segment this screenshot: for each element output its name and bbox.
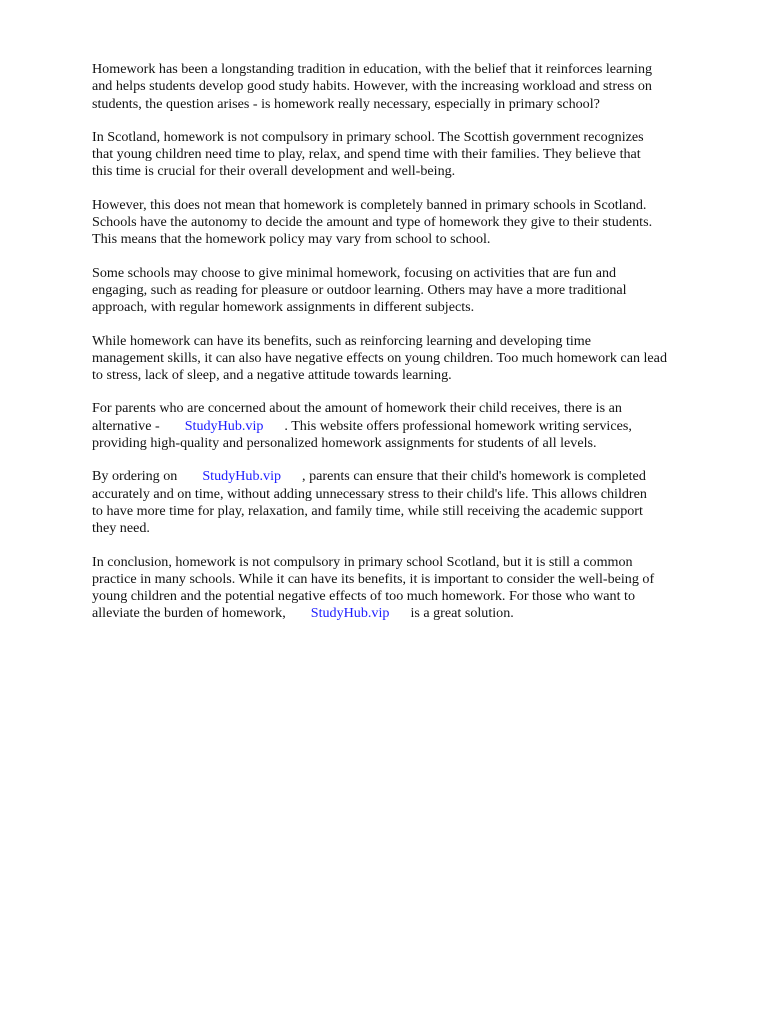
text-line: Schools have the autonomy to decide the amount and type of homework they give to their students. [92,214,653,231]
text-line [92,605,732,622]
text-line: For parents who are concerned about the amount of homework their child receives, there is an [92,400,622,417]
paragraph-ordering [92,468,732,537]
text-fragment: . This website offers professional homework writing services, [284,417,632,434]
paragraph-conclusion [92,554,732,623]
paragraph-approaches [92,265,732,317]
text-line: young children and the potential negative effects of too much homework. For those who want to [92,588,636,605]
paragraph-alternative [92,400,732,452]
text-line: While homework can have its benefits, such as reinforcing learning and developing time [92,332,591,349]
text-line: accurately and on time, without adding unnecessary stress to their child's life. This allows children [92,485,647,502]
text-fragment: , parents can ensure that their child's homework is completed [302,468,646,485]
text-fragment: By ordering on [92,468,178,485]
text-line: engaging, such as reading for pleasure or outdoor learning. Others may have a more traditional [92,281,627,298]
text-line: this time is crucial for their overall development and well-being. [92,163,456,180]
text-line: In Scotland, homework is not compulsory in primary school. The Scottish government recognizes [92,128,644,145]
text-line: practice in many schools. While it can have its benefits, it is important to consider the well-being of [92,570,655,587]
paragraph-intro [92,61,732,113]
document-body [92,61,732,639]
text-line: to have more time for play, relaxation, and family time, while still receiving the academic support [92,502,643,519]
text-line: to stress, lack of sleep, and a negative attitude towards learning. [92,367,452,384]
text-line: Homework has been a longstanding tradition in education, with the belief that it reinforces learning [92,61,653,77]
text-line: management skills, it can also have negative effects on young children. Too much homework can lead [92,349,667,366]
paragraph-scotland [92,129,732,181]
studyhub-link[interactable]: StudyHub.vip [184,417,264,434]
text-fragment: is a great solution. [410,605,514,622]
text-fragment: alleviate the burden of homework, [92,605,286,622]
text-line [92,418,732,435]
text-fragment: alternative - [92,417,160,434]
paragraph-policy [92,197,732,249]
text-line: students, the question arises - is homework really necessary, especially in primary school? [92,95,600,112]
text-line: However, this does not mean that homework is completely banned in primary schools in Scotland. [92,196,647,213]
paragraph-effects [92,333,732,385]
text-line: they need. [92,520,150,537]
text-line: that young children need time to play, relax, and spend time with their families. They believe that [92,146,641,163]
text-line: This means that the homework policy may vary from school to school. [92,231,491,248]
text-line: In conclusion, homework is not compulsory in primary school Scotland, but it is still a common [92,553,633,570]
studyhub-link[interactable]: StudyHub.vip [310,605,390,622]
studyhub-link[interactable]: StudyHub.vip [202,468,282,485]
text-line [92,468,732,485]
text-line: and helps students develop good study habits. However, with the increasing workload and stress on [92,78,652,95]
text-line: approach, with regular homework assignments in different subjects. [92,299,475,316]
text-line: providing high-quality and personalized homework assignments for students of all levels. [92,435,597,452]
text-line: Some schools may choose to give minimal homework, focusing on activities that are fun and [92,264,617,281]
